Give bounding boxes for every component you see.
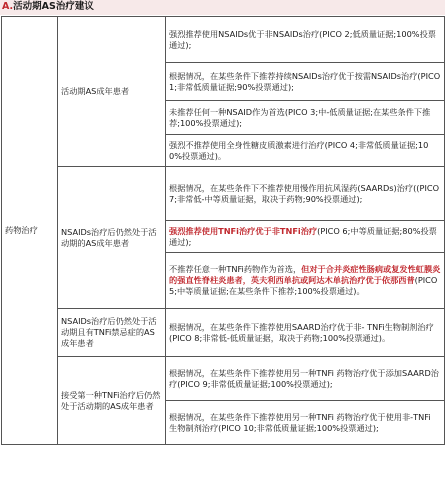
recommendation-cell <box>166 167 445 221</box>
recommendation-cell <box>166 357 445 401</box>
recommendation-text: 不推荐任意一种TNFi药物作为首选， <box>169 264 302 274</box>
recommendation-cell <box>166 401 445 445</box>
recommendation-cell <box>166 135 445 167</box>
table-row <box>2 167 445 221</box>
population-cell: NSAIDs治疗后仍然处于活动期且有TNFi禁忌症的AS成年患者 <box>58 309 166 357</box>
population-cell: 活动期AS成年患者 <box>58 17 166 167</box>
recommendation-text: (PICO 5;中等质量证据;在某些条件下推荐;100%投票通过)。 <box>169 275 438 296</box>
highlighted-recommendation-text: 但对于合并炎症性肠病或复发性虹膜炎的强直性脊柱炎患者，英夫利西单抗或阿达木单抗治疗优于依那西普 <box>169 264 441 285</box>
recommendation-text: 根据情况，在某些条件下推荐持续NSAIDs治疗优于按需NSAIDs治疗(PICO 1;非常低质量证据;90%投票通过); <box>169 70 441 92</box>
recommendation-text: 根据情况，在某些条件下推荐使用另一种TNFi 药物治疗优于添加SAARD治疗(PICO 9;非常低质量证据;100%投票通过); <box>169 367 439 389</box>
population-cell: 接受第一种TNFi治疗后仍然处于活动期的AS成年患者 <box>58 357 166 445</box>
recommendation-text: 强烈推荐使用NSAIDs优于非NSAIDs治疗(PICO 2;低质量证据;100%投票通过); <box>169 28 436 50</box>
recommendation-text: 强烈不推荐使用全身性糖皮质激素进行治疗(PICO 4;非常低质量证据;100%投票通过)。 <box>169 139 429 161</box>
recommendation-table <box>1 16 445 445</box>
recommendation-cell <box>166 221 445 253</box>
recommendation-cell <box>166 309 445 357</box>
highlighted-recommendation-text: 强烈推荐使用TNFi治疗优于非TNFi治疗 <box>169 225 318 236</box>
population-cell: NSAIDs治疗后仍然处于活动期的AS成年患者 <box>58 167 166 309</box>
section-letter: A. <box>2 1 14 12</box>
recommendation-text: 根据情况，在某些条件下不推荐使用慢作用抗风湿药(SAARDs)治疗((PICO 7;非常低-中等质量证据，取决于药物;90%投票通过); <box>169 182 440 204</box>
recommendation-cell <box>166 253 445 309</box>
section-title: 活动期AS治疗建议 <box>13 1 94 12</box>
table-row <box>2 357 445 401</box>
recommendation-text: 根据情况，在某些条件下推荐使用SAARD治疗优于非- TNFi生物制剂治疗(PICO 8;非常低-低质量证据，取决于药物;100%投票通过)。 <box>169 321 434 343</box>
table-row <box>2 17 445 63</box>
recommendation-text: (PICO 6;中等质量证据;80%投票通过); <box>169 225 437 247</box>
table-row <box>2 309 445 357</box>
recommendation-cell <box>166 17 445 63</box>
section-header <box>0 0 445 15</box>
recommendation-text: 根据情况，在某些条件下推荐使用另一种TNFi 药物治疗优于使用非-TNFi 生物制剂治疗(PICO 10;非常低质量证据;100%投票通过); <box>169 411 431 433</box>
category-cell: 药物治疗 <box>2 17 58 445</box>
recommendation-cell <box>166 63 445 101</box>
recommendation-text: 未推荐任何一种NSAID作为首选(PICO 3;中-低质量证据;在某些条件下推荐;100%投票通过); <box>169 106 431 128</box>
recommendation-cell <box>166 101 445 135</box>
